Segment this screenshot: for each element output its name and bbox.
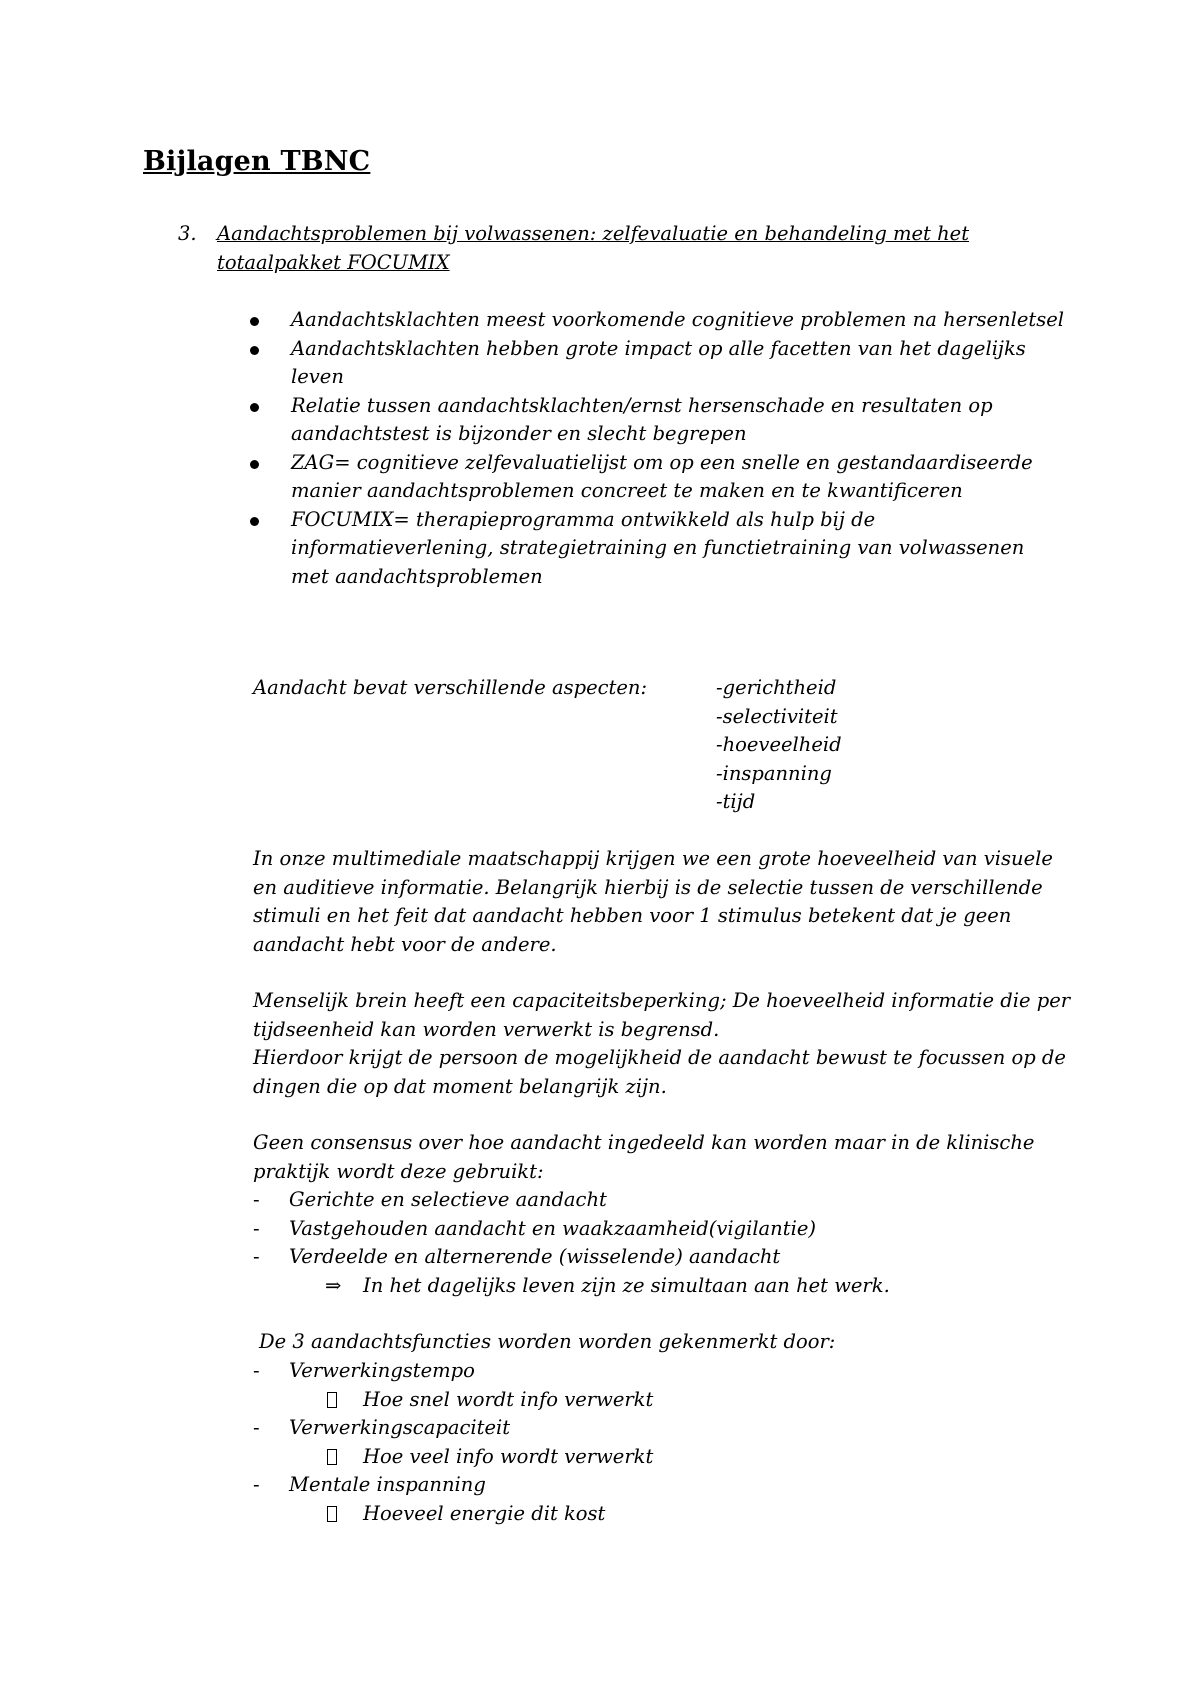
box-icon [327,1449,337,1465]
document-title: Bijlagen TBNC [143,146,371,177]
list-item [248,306,1068,335]
bullet-icon [250,460,259,469]
dash-marker: - [253,1245,260,1268]
list-item [253,1186,1113,1215]
function-name: Verwerkingscapaciteit [289,1416,511,1439]
list-item [248,392,1068,449]
bullet-icon [250,317,259,326]
list-item [248,506,1068,592]
list-item [253,1357,1113,1386]
dash-marker: - [253,1473,260,1496]
function-name: Mentale inspanning [289,1473,486,1496]
list-item [253,1215,1113,1244]
bullet-text: Relatie tussen aandachtsklachten/ernst hersenschade en resultaten op aandachtstest is bijzonder en slecht begrepen [291,393,993,445]
list-item [253,1500,1113,1529]
paragraph-capacity-line2: Hierdoor krijgt de persoon de mogelijkheid de aandacht bewust te focussen op de dingen die op dat moment belangrijk zijn. [253,1046,1066,1098]
function-detail: Hoe snel wordt info verwerkt [363,1387,654,1411]
bullet-text: Aandachtsklachten hebben grote impact op alle facetten van het dagelijks leven [291,336,1026,388]
list-item [248,449,1068,506]
functions-list [253,1357,1113,1528]
aspect-item: -selectiviteit [716,704,838,728]
list-item [253,1272,1113,1301]
aspect-item: -hoeveelheid [716,733,842,756]
bullet-icon [250,403,259,412]
list-item [253,1471,1113,1500]
function-name: Verwerkingstempo [289,1359,475,1382]
attention-types-list [253,1186,1113,1300]
paragraph-multimedia: In onze multimediale maatschappij krijgen we een grote hoeveelheid van visuele en auditieve informatie. Belangrijk hierbij is de selectie tussen de verschillende stimuli en het feit dat aandacht hebben voor 1 stimulus betekent dat je geen aandacht hebt voor de andere. [253,847,1053,956]
attention-type-text: Verdeelde en alternerende (wisselende) aandacht [289,1245,781,1268]
arrow-note-text: In het dagelijks leven zijn ze simultaan aan het werk. [363,1273,890,1297]
attention-type-text: Gerichte en selectieve aandacht [289,1188,607,1211]
bullet-icon [250,517,259,526]
list-item [253,1386,1113,1415]
function-detail: Hoeveel energie dit kost [363,1501,606,1525]
list-item [253,1414,1113,1443]
aspects-label: Aandacht bevat verschillende aspecten: [253,676,648,699]
dash-marker: - [253,1359,260,1382]
dash-marker: - [253,1416,260,1439]
box-icon [327,1392,337,1408]
aspect-item: -inspanning [716,761,832,785]
function-detail: Hoe veel info wordt verwerkt [363,1444,654,1468]
paragraph-consensus: Geen consensus over hoe aandacht ingedeeld kan worden maar in de klinische praktijk wordt deze gebruikt: [253,1131,1035,1183]
box-icon [327,1506,337,1522]
list-item [253,1243,1113,1272]
aspect-item: -gerichtheid [716,676,837,699]
paragraph-capacity [253,987,1073,1101]
list-item [253,1443,1113,1472]
aspects-list [716,674,842,817]
double-arrow-icon: ⇒ [325,1273,342,1297]
dash-marker: - [253,1188,260,1211]
attention-type-text: Vastgehouden aandacht en waakzaamheid(vigilantie) [289,1216,816,1240]
bullet-icon [250,346,259,355]
dash-marker: - [253,1216,260,1240]
aspect-item: -tijd [716,790,756,813]
paragraph-capacity-line1: Menselijk brein heeft een capaciteitsbeperking; De hoeveelheid informatie die per tijdseenheid kan worden verwerkt is begrensd. [253,989,1071,1041]
list-item [248,335,1068,392]
section-number: 3. [178,222,197,245]
bullet-list [248,306,1068,591]
functions-intro: De 3 aandachtsfuncties worden worden gekenmerkt door: [259,1330,836,1353]
bullet-text: ZAG= cognitieve zelfevaluatielijst om op een snelle en gestandaardiseerde manier aandachtsproblemen concreet te maken en te kwantificeren [291,450,1033,502]
bullet-text: Aandachtsklachten meest voorkomende cognitieve problemen na hersenletsel [291,308,1064,331]
section-heading-text: Aandachtsproblemen bij volwassenen: zelfevaluatie en behandeling met het totaalpakket FOCUMIX [217,222,970,274]
bullet-text: FOCUMIX= therapieprogramma ontwikkeld als hulp bij de informatieverlening, strategietraining en functietraining van volwassenen met aandachtsproblemen [291,507,1025,588]
